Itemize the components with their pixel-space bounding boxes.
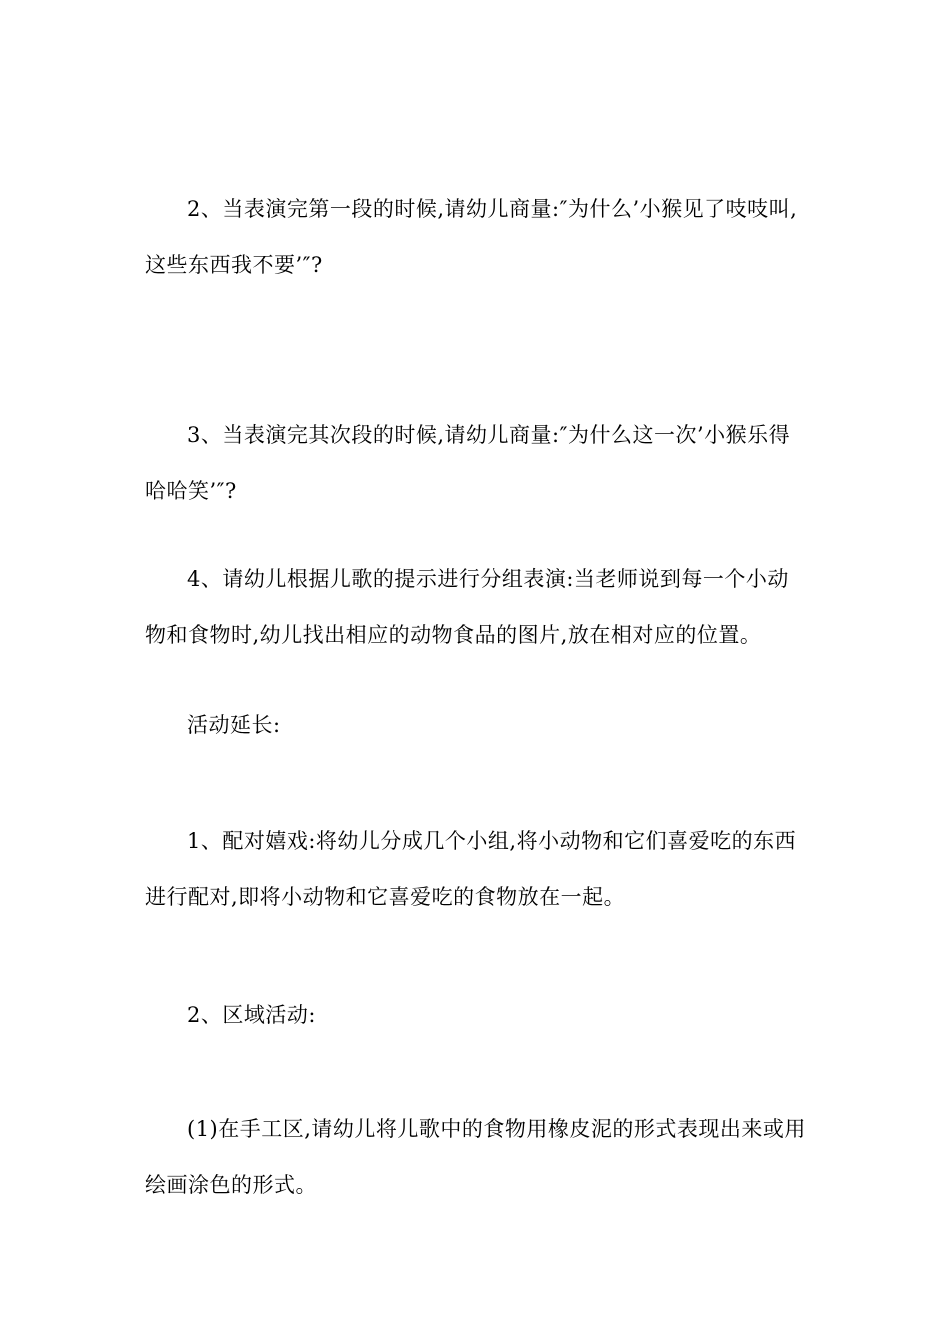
paragraph-step-4: 4、请幼儿根据儿歌的提示进行分组表演:当老师说到每一个小动物和食物时,幼儿找出相应的动物食品的图片,放在相对应的位置。 xyxy=(145,567,789,647)
paragraph-matching-game: 1、配对嬉戏:将幼儿分成几个小组,将小动物和它们喜爱吃的东西进行配对,即将小动物和它喜爱吃的食物放在一起。 xyxy=(145,829,797,909)
section-heading-extension: 活动延长: xyxy=(187,713,281,737)
paragraph-handcraft-area: (1)在手工区,请幼儿将儿歌中的食物用橡皮泥的形式表现出来或用绘画涂色的形式。 xyxy=(145,1117,806,1197)
paragraph-step-3: 3、当表演完其次段的时候,请幼儿商量:″为什么这一次’小猴乐得哈哈笑’″? xyxy=(145,423,791,503)
paragraph-area-activity: 2、区域活动: xyxy=(187,1003,316,1027)
paragraph-step-2: 2、当表演完第一段的时候,请幼儿商量:″为什么’小猴见了吱吱叫,这些东西我不要’″? xyxy=(145,197,798,277)
